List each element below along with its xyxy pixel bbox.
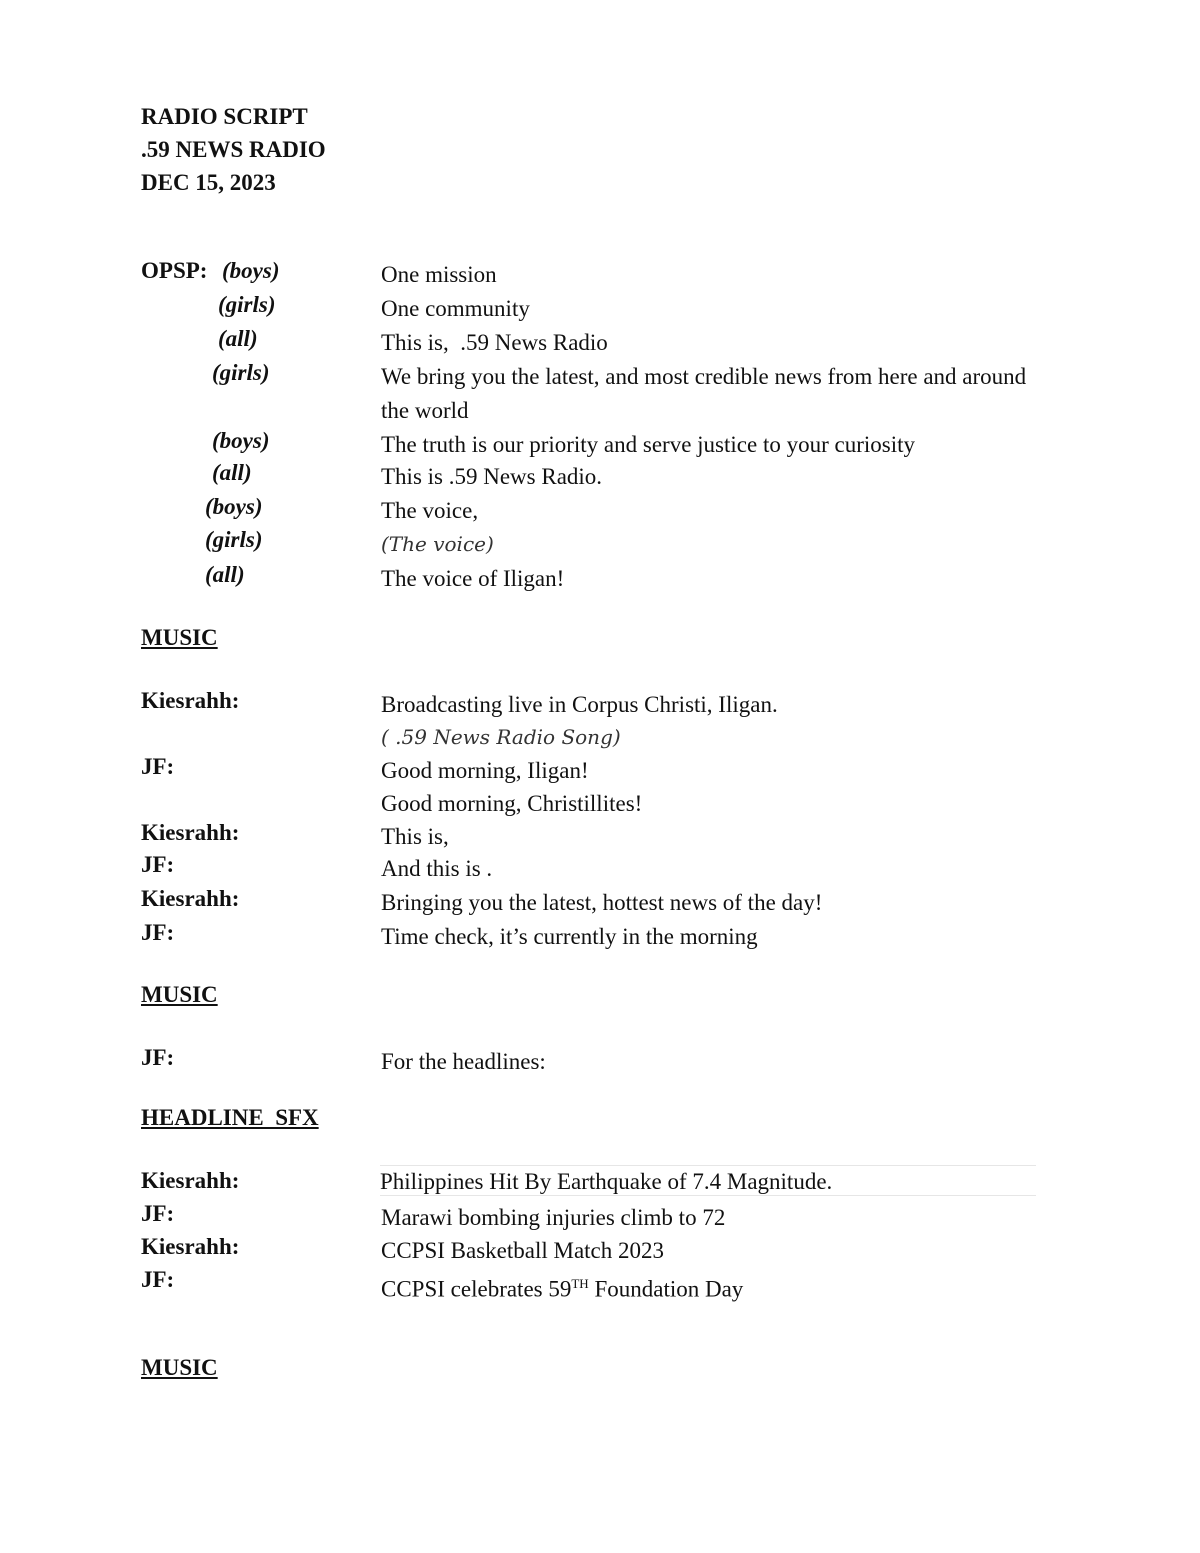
script-line: And this is . xyxy=(381,856,493,881)
speaker-label: JF: xyxy=(141,920,175,945)
voice-cue: (girls) xyxy=(205,527,263,552)
script-line: Good morning, Iligan! xyxy=(381,758,589,783)
script-line: We bring you the latest, and most credible news from here and around the world xyxy=(381,364,1027,423)
opening-row xyxy=(0,292,1200,326)
script-line: The truth is our priority and serve justice to your curiosity xyxy=(381,432,915,457)
speaker-label: Kiesrahh: xyxy=(141,820,240,845)
speaker-label: JF: xyxy=(141,1045,175,1070)
dialogue-row xyxy=(0,852,1200,886)
headline-row xyxy=(0,1168,1200,1202)
script-line: The voice, xyxy=(381,498,479,523)
voice-cue: (all) xyxy=(205,562,245,587)
section-heading-music: MUSIC xyxy=(141,625,218,650)
opening-row xyxy=(0,326,1200,360)
opening-row xyxy=(0,360,1200,428)
speaker-label: Kiesrahh: xyxy=(141,688,240,713)
voice-cue: (girls) xyxy=(218,292,276,317)
dialogue-row xyxy=(0,920,1200,954)
voice-cue: (boys) xyxy=(205,494,263,519)
opening-row xyxy=(0,494,1200,528)
headline-text xyxy=(381,1267,1031,1307)
voice-cue: (boys) xyxy=(212,428,270,453)
headline-row xyxy=(0,1267,1200,1301)
section-heading-headline-sfx: HEADLINE SFX xyxy=(141,1105,319,1130)
script-line: For the headlines: xyxy=(381,1049,546,1074)
voice-cue: (boys) xyxy=(222,258,280,283)
dialogue-row xyxy=(0,720,1200,754)
headline-text: CCPSI Basketball Match 2023 xyxy=(381,1238,665,1263)
speaker-label: Kiesrahh: xyxy=(141,1168,240,1193)
headline-row xyxy=(0,1201,1200,1235)
opening-row xyxy=(0,258,1200,292)
script-line: One community xyxy=(381,296,530,321)
voice-cue: (girls) xyxy=(212,360,270,385)
voice-cue: (all) xyxy=(218,326,258,351)
headline-text: Marawi bombing injuries climb to 72 xyxy=(381,1205,726,1230)
script-line: This is, xyxy=(381,824,449,849)
dialogue-row xyxy=(0,886,1200,920)
voice-cue: (all) xyxy=(212,460,252,485)
station-name: .59 NEWS RADIO xyxy=(141,137,326,162)
script-date: DEC 15, 2023 xyxy=(141,170,276,195)
dialogue-row xyxy=(0,820,1200,854)
dialogue-row xyxy=(0,787,1200,821)
ordinal-suffix: TH xyxy=(571,1276,589,1291)
headline-text-part: CCPSI celebrates 59 xyxy=(381,1276,572,1302)
script-line: The voice of Iligan! xyxy=(381,566,565,591)
speaker-label: JF: xyxy=(141,1267,175,1292)
script-line: (The voice) xyxy=(381,532,494,556)
headline-text: Philippines Hit By Earthquake of 7.4 Magnitude. xyxy=(380,1165,1036,1196)
headline-row xyxy=(0,1234,1200,1268)
dialogue-row xyxy=(0,688,1200,722)
dialogue-row xyxy=(0,1045,1200,1079)
document-title: RADIO SCRIPT xyxy=(141,104,308,129)
script-line: Broadcasting live in Corpus Christi, Iligan. xyxy=(381,692,778,717)
script-line: ( .59 News Radio Song) xyxy=(381,725,621,749)
opening-row xyxy=(0,562,1200,596)
speaker-label: JF: xyxy=(141,1201,175,1226)
section-heading-music: MUSIC xyxy=(141,982,218,1007)
opening-row xyxy=(0,527,1200,561)
opening-row xyxy=(0,428,1200,462)
script-line: Bringing you the latest, hottest news of the day! xyxy=(381,890,823,915)
section-heading-music: MUSIC xyxy=(141,1355,218,1380)
script-line: This is, .59 News Radio xyxy=(381,330,608,355)
speaker-label: Kiesrahh: xyxy=(141,1234,240,1259)
speaker-label: JF: xyxy=(141,754,175,779)
document-header xyxy=(141,100,326,199)
speaker-label: JF: xyxy=(141,852,175,877)
script-line: One mission xyxy=(381,262,497,287)
headline-text-part: Foundation Day xyxy=(588,1276,744,1302)
speaker-label: OPSP: xyxy=(141,258,208,283)
script-line: Time check, it’s currently in the morning xyxy=(381,924,758,949)
dialogue-row xyxy=(0,754,1200,788)
script-line: This is .59 News Radio. xyxy=(381,464,603,489)
speaker-label: Kiesrahh: xyxy=(141,886,240,911)
script-line: Good morning, Christillites! xyxy=(381,791,643,816)
opening-row xyxy=(0,460,1200,494)
